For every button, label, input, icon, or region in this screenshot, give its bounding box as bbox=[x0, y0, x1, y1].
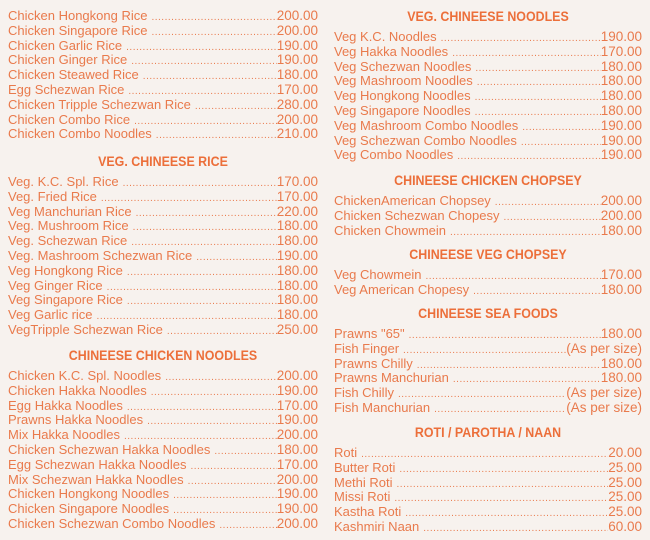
dot-leader bbox=[191, 460, 277, 475]
item-name: Kastha Roti bbox=[334, 504, 402, 520]
item-name: Veg Hakka Noodles bbox=[334, 43, 449, 59]
menu-item bbox=[8, 487, 318, 502]
menu-item bbox=[8, 517, 318, 532]
item-price: 180.00 bbox=[600, 355, 642, 371]
menu-item bbox=[334, 327, 642, 342]
dot-leader bbox=[450, 226, 601, 241]
section-heading: VEG. CHINEESE RICE bbox=[98, 154, 228, 169]
item-name: Veg Chowmein bbox=[334, 267, 422, 282]
menu-item bbox=[8, 428, 318, 443]
dot-leader bbox=[123, 177, 277, 192]
item-name: Veg. Mashroom Schezwan Rice bbox=[8, 247, 193, 263]
item-price: 25.00 bbox=[608, 459, 642, 475]
item-name: Veg Schezwan Noodles bbox=[334, 58, 472, 74]
item-price: 190.00 bbox=[276, 52, 318, 68]
item-name: Prawns Hakka Noodles bbox=[8, 412, 144, 428]
item-name: Fish Finger bbox=[334, 340, 400, 356]
item-price: 180.00 bbox=[600, 281, 642, 297]
item-price: 180.00 bbox=[600, 102, 642, 118]
item-price: 200.00 bbox=[600, 193, 642, 208]
menu-section-veg-chineese-noodles bbox=[334, 8, 642, 163]
item-name: Chicken Tripple Schezwan Rice bbox=[8, 96, 191, 112]
item-price: 190.00 bbox=[600, 147, 642, 163]
menu-item bbox=[8, 175, 318, 190]
item-price: 170.00 bbox=[276, 174, 318, 189]
item-name: Chicken Schezwan Hakka Noodles bbox=[8, 441, 211, 457]
item-price: 25.00 bbox=[608, 504, 642, 520]
section-heading: CHINEESE CHICKEN NOODLES bbox=[68, 348, 258, 363]
item-name: Fish Manchurian bbox=[334, 399, 431, 415]
menu-item bbox=[334, 224, 642, 239]
section-heading: CHINEESE CHICKEN CHOPSEY bbox=[394, 173, 582, 188]
item-name: Chicken Schezwan Combo Noodles bbox=[8, 515, 216, 531]
item-price: 200.00 bbox=[276, 427, 318, 443]
dot-leader bbox=[473, 285, 601, 300]
item-price: 180.00 bbox=[276, 292, 318, 308]
menu-item bbox=[8, 502, 318, 517]
item-price: 210.00 bbox=[276, 126, 318, 142]
item-name: Veg Hongkong Noodles bbox=[334, 88, 471, 104]
item-price: 220.00 bbox=[276, 203, 318, 219]
item-price: 190.00 bbox=[600, 132, 642, 148]
item-name: Veg Mashroom Noodles bbox=[334, 73, 473, 89]
dot-leader bbox=[126, 41, 277, 56]
menu-item bbox=[8, 279, 318, 294]
menu-item bbox=[8, 369, 318, 384]
item-price: 180.00 bbox=[276, 441, 318, 457]
dot-leader bbox=[397, 478, 609, 493]
item-name: Mix Schezwan Hakka Noodles bbox=[8, 471, 184, 487]
item-name: Chicken Hongkong Noodles bbox=[8, 486, 170, 502]
menu-item bbox=[334, 401, 642, 416]
item-name: Chicken K.C. Spl. Noodles bbox=[8, 368, 162, 383]
dot-leader bbox=[495, 196, 601, 211]
menu-item bbox=[334, 342, 642, 357]
item-price: (As per size) bbox=[566, 399, 642, 415]
menu-item bbox=[334, 520, 642, 535]
dot-leader bbox=[475, 91, 601, 106]
item-price: 180.00 bbox=[276, 277, 318, 293]
item-name: Methi Roti bbox=[334, 474, 393, 490]
menu-item bbox=[8, 443, 318, 458]
dot-leader bbox=[214, 445, 276, 460]
item-price: 190.00 bbox=[276, 37, 318, 53]
dot-leader bbox=[188, 475, 277, 490]
dot-leader bbox=[457, 150, 600, 165]
dot-leader bbox=[521, 136, 601, 151]
item-name: Chicken Singapore Rice bbox=[8, 22, 148, 38]
item-name: Egg Schezwan Rice bbox=[8, 81, 125, 97]
item-name: Veg Manchurian Rice bbox=[8, 203, 132, 219]
item-name: Chicken Hongkong Rice bbox=[8, 8, 148, 23]
dot-leader bbox=[441, 32, 601, 47]
dot-leader bbox=[399, 463, 608, 478]
item-price: 180.00 bbox=[600, 58, 642, 74]
dot-leader bbox=[151, 386, 277, 401]
dot-leader bbox=[477, 76, 601, 91]
item-price: 170.00 bbox=[276, 397, 318, 413]
dot-leader bbox=[173, 489, 277, 504]
menu-item bbox=[334, 283, 642, 298]
section-heading: CHINEESE SEA FOODS bbox=[418, 306, 558, 321]
item-name: Missi Roti bbox=[334, 489, 391, 505]
menu-item bbox=[8, 293, 318, 308]
item-price: 180.00 bbox=[600, 370, 642, 386]
menu-item bbox=[334, 134, 642, 149]
item-price: 190.00 bbox=[276, 412, 318, 428]
menu-item bbox=[8, 53, 318, 68]
menu-item bbox=[334, 194, 642, 209]
item-name: Veg Garlic rice bbox=[8, 307, 93, 323]
menu-section-chineese-sea-foods bbox=[334, 305, 642, 416]
menu-item bbox=[8, 399, 318, 414]
menu-item bbox=[8, 234, 318, 249]
dot-leader bbox=[151, 11, 276, 26]
item-name: Chicken Combo Rice bbox=[8, 111, 131, 127]
menu-item bbox=[334, 209, 642, 224]
item-name: Veg K.C. Noodles bbox=[334, 29, 437, 44]
item-price: 60.00 bbox=[608, 518, 642, 534]
item-price: 170.00 bbox=[276, 81, 318, 97]
item-price: 190.00 bbox=[276, 247, 318, 263]
menu-item bbox=[8, 323, 318, 338]
item-name: Veg. Fried Rice bbox=[8, 188, 97, 204]
menu-item bbox=[334, 476, 642, 491]
item-name: ChickenAmerican Chopsey bbox=[334, 193, 491, 208]
dot-leader bbox=[127, 266, 277, 281]
item-name: Chicken Hakka Noodles bbox=[8, 382, 147, 398]
menu-section-chineese-chicken-noodles bbox=[8, 347, 318, 532]
menu-item bbox=[334, 148, 642, 163]
item-price: 190.00 bbox=[276, 486, 318, 502]
menu-item bbox=[334, 60, 642, 75]
menu-item bbox=[8, 473, 318, 488]
dot-leader bbox=[475, 62, 600, 77]
item-name: Veg Ginger Rice bbox=[8, 277, 103, 293]
menu-item bbox=[8, 68, 318, 83]
menu-section-chineese-veg-chopsey bbox=[334, 246, 642, 298]
item-price: 180.00 bbox=[600, 73, 642, 89]
item-name: Veg Singapore Noodles bbox=[334, 102, 471, 118]
item-name: Fish Chilly bbox=[334, 385, 394, 401]
dot-leader bbox=[394, 492, 608, 507]
item-name: Egg Schezwan Hakka Noodles bbox=[8, 456, 187, 472]
menu-item bbox=[334, 45, 642, 60]
item-price: (As per size) bbox=[566, 385, 642, 401]
dot-leader bbox=[143, 70, 277, 85]
item-name: Chicken Garlic Rice bbox=[8, 37, 123, 53]
item-price: 180.00 bbox=[276, 307, 318, 323]
dot-leader bbox=[127, 401, 277, 416]
menu-item bbox=[334, 490, 642, 505]
section-heading: CHINEESE VEG CHOPSEY bbox=[409, 247, 567, 262]
menu-item bbox=[8, 113, 318, 128]
item-name: Veg Singapore Rice bbox=[8, 292, 123, 308]
item-name: Prawns "65" bbox=[334, 326, 405, 341]
menu-item bbox=[8, 83, 318, 98]
dot-leader bbox=[156, 129, 277, 144]
item-name: Veg Combo Noodles bbox=[334, 147, 454, 163]
menu-item bbox=[8, 308, 318, 323]
item-name: VegTripple Schezwan Rice bbox=[8, 321, 163, 337]
menu-item bbox=[334, 386, 642, 401]
item-price: (As per size) bbox=[566, 340, 642, 356]
item-name: Mix Hakka Noodles bbox=[8, 427, 120, 443]
dot-leader bbox=[165, 371, 277, 386]
item-price: 180.00 bbox=[276, 218, 318, 234]
menu-item bbox=[8, 98, 318, 113]
menu-item bbox=[334, 119, 642, 134]
item-price: 20.00 bbox=[608, 445, 642, 460]
item-name: Chicken Singapore Noodles bbox=[8, 501, 170, 517]
item-price: 190.00 bbox=[276, 501, 318, 517]
menu-item bbox=[8, 384, 318, 399]
dot-leader bbox=[131, 55, 276, 70]
menu-item bbox=[334, 30, 642, 45]
item-name: Veg. Mushroom Rice bbox=[8, 218, 129, 234]
menu-item bbox=[334, 357, 642, 372]
item-price: 200.00 bbox=[276, 368, 318, 383]
item-price: 180.00 bbox=[600, 326, 642, 341]
menu-item bbox=[8, 39, 318, 54]
dot-leader bbox=[127, 295, 277, 310]
menu-section-chineese-chicken-chopsey bbox=[334, 172, 642, 238]
item-name: Veg Schezwan Combo Noodles bbox=[334, 132, 517, 148]
item-price: 170.00 bbox=[276, 456, 318, 472]
item-name: Chicken Chowmein bbox=[334, 222, 446, 238]
dot-leader bbox=[423, 522, 608, 537]
menu-item bbox=[334, 371, 642, 386]
item-price: 200.00 bbox=[276, 8, 318, 23]
item-price: 180.00 bbox=[600, 222, 642, 238]
dot-leader bbox=[136, 207, 277, 222]
dot-leader bbox=[434, 403, 566, 418]
item-price: 200.00 bbox=[276, 515, 318, 531]
item-name: Chicken Schezwan Chopesy bbox=[334, 207, 500, 223]
menu-item bbox=[8, 9, 318, 24]
dot-leader bbox=[219, 519, 276, 534]
item-name: Chicken Steawed Rice bbox=[8, 67, 139, 83]
dot-leader bbox=[405, 507, 608, 522]
item-price: 200.00 bbox=[276, 471, 318, 487]
item-price: 180.00 bbox=[276, 262, 318, 278]
menu-item bbox=[8, 205, 318, 220]
item-name: Veg Mashroom Combo Noodles bbox=[334, 117, 519, 133]
menu-item bbox=[334, 461, 642, 476]
menu-item bbox=[8, 264, 318, 279]
menu-item bbox=[334, 74, 642, 89]
item-price: 25.00 bbox=[608, 474, 642, 490]
item-price: 25.00 bbox=[608, 489, 642, 505]
item-price: 180.00 bbox=[276, 67, 318, 83]
item-price: 200.00 bbox=[276, 111, 318, 127]
item-price: 250.00 bbox=[276, 321, 318, 337]
menu-item bbox=[334, 446, 642, 461]
menu-item bbox=[8, 24, 318, 39]
item-price: 170.00 bbox=[600, 267, 642, 282]
item-name: Butter Roti bbox=[334, 459, 396, 475]
item-name: Roti bbox=[334, 445, 358, 460]
item-name: Veg American Chopesy bbox=[334, 281, 470, 297]
item-name: Kashmiri Naan bbox=[334, 518, 420, 534]
dot-leader bbox=[151, 26, 276, 41]
item-name: Veg Hongkong Rice bbox=[8, 262, 123, 278]
dot-leader bbox=[196, 251, 276, 266]
item-name: Veg. Schezwan Rice bbox=[8, 233, 128, 249]
dot-leader bbox=[195, 100, 277, 115]
item-name: Egg Hakka Noodles bbox=[8, 397, 123, 413]
item-name: Chicken Ginger Rice bbox=[8, 52, 128, 68]
menu-item bbox=[8, 219, 318, 234]
menu-section-veg-chineese-rice bbox=[8, 153, 318, 338]
dot-leader bbox=[403, 344, 566, 359]
dot-leader bbox=[147, 415, 277, 430]
item-name: Prawns Chilly bbox=[334, 355, 413, 371]
dot-leader bbox=[503, 211, 600, 226]
item-price: 200.00 bbox=[600, 207, 642, 223]
menu-item bbox=[8, 413, 318, 428]
section-heading: ROTI / PAROTHA / NAAN bbox=[414, 425, 562, 440]
item-price: 170.00 bbox=[600, 43, 642, 59]
item-price: 190.00 bbox=[600, 29, 642, 44]
item-price: 200.00 bbox=[276, 22, 318, 38]
menu-section-roti-parotha-naan bbox=[334, 424, 642, 535]
menu-item bbox=[8, 249, 318, 264]
dot-leader bbox=[167, 325, 277, 340]
item-price: 190.00 bbox=[600, 117, 642, 133]
menu-item bbox=[334, 505, 642, 520]
menu-section bbox=[8, 9, 318, 142]
menu-item bbox=[8, 190, 318, 205]
dot-leader bbox=[522, 121, 600, 136]
dot-leader bbox=[133, 221, 277, 236]
dot-leader bbox=[107, 281, 277, 296]
item-name: Veg. K.C. Spl. Rice bbox=[8, 174, 119, 189]
menu-item bbox=[334, 268, 642, 283]
item-name: Chicken Combo Noodles bbox=[8, 126, 152, 142]
menu-item bbox=[334, 104, 642, 119]
item-name: Prawns Manchurian bbox=[334, 370, 449, 386]
menu-item bbox=[8, 127, 318, 142]
item-price: 180.00 bbox=[600, 88, 642, 104]
item-price: 170.00 bbox=[276, 188, 318, 204]
item-price: 280.00 bbox=[276, 96, 318, 112]
menu-item bbox=[334, 89, 642, 104]
item-price: 180.00 bbox=[276, 233, 318, 249]
menu-item bbox=[8, 458, 318, 473]
section-heading: VEG. CHINEESE NOODLES bbox=[407, 9, 569, 24]
item-price: 190.00 bbox=[276, 382, 318, 398]
